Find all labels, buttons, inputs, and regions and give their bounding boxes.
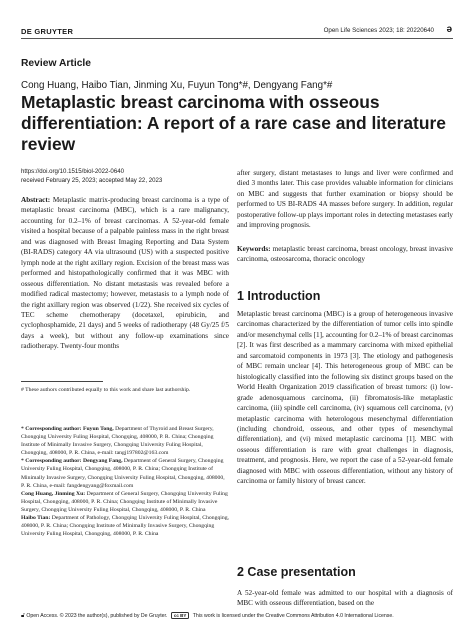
article-title: Metaplastic breast carcinoma with osseous differentiation: A report of a rare case and literature review — [21, 92, 446, 154]
footnote-rule — [21, 381, 103, 382]
abstract-label: Abstract: — [21, 196, 51, 204]
author-list: Cong Huang, Haibo Tian, Jinming Xu, Fuyun Tong*#, Dengyang Fang*# — [21, 80, 333, 91]
header-rule — [21, 38, 453, 39]
open-access-notice: Open Access. © 2023 the author(s), published by De Gruyter. — [26, 612, 168, 619]
introduction-text: Metaplastic breast carcinoma (MBC) is a group of heterogeneous invasive carcinomas characterized by the differentiation of tumor cells into spindle and/or mesenchymal cells [1], accounting for 0.2–1% of breast carcinomas [2]. It was first described as a mammary carcinoma with mixed epithelial and sarcomatoid components in 1973 [3]. The etiology and pathogenesis of MBC remain unclear [4]. This heterogeneous group of MBC can be histologically classified into the following six distinct groups based on the World Health Organization 2019 classification of breast tumors: (i) low-grade adenosquamous carcinoma, (ii) fibromatosis-like metaplastic carcinoma, (iii) spindle cell carcinoma, (iv) squamous cell carcinoma, (v) metaplastic carcinoma with heterologous mesenchymal differentiation (including chondroid, osseous, and other types of mesenchymal differentiation), and (vi) mixed metaplastic carcinoma [1]. MBC with osseous differentiation is rare with great challenges in diagnosis, treatment, and prognosis. Here, we report the case of a 52-year-old female diagnosed with MBC with osseous differentiation, without any history of carcinoma or family history of breast cancer. — [237, 310, 453, 486]
open-access-logo-icon: ə — [446, 24, 452, 35]
corresponding-author-2: * Corresponding author: Dengyang Fang, Department of General Surgery, Chongqing University Fuling Hospital, Chongqing, 408000, P. R. China; Chongqing Institute of Minimally Invasive Surgery, Chongqing University Fuling Hospital, Chongqing, 408000, P. R. China, e-mail: fangdengyang@foxmail.com — [21, 458, 225, 489]
abstract — [21, 195, 229, 352]
corresponding-author-1: * Corresponding author: Fuyun Tong, Department of Thyroid and Breast Surgery, Chongqing University Fuling Hospital, Chongqing, 408000, P. R. China; Chongqing Institute of Minimally Invasive Surgery, Chongqing University Fuling Hospital, Chongqing, 408000, P. R. China, e-mail: tangj197802@163.com — [21, 426, 214, 457]
author-affiliation-huang-xu: Cong Huang, Jinming Xu: Department of General Surgery, Chongqing University Fuling Hospital, Chongqing, 408000, P. R. China; Chongqing Institute of Minimally Invasive Surgery, Chongqing University Fuling Hospital, Chongqing, 408000, P. R. China — [21, 490, 228, 513]
license-text: This work is licensed under the Creative Commons Attribution 4.0 International License. — [192, 612, 394, 619]
open-access-lock-icon: 🔓︎ — [21, 612, 25, 619]
keywords-text: metaplastic breast carcinoma, breast oncology, breast invasive carcinoma, osteosarcoma, thoracic oncology — [237, 245, 453, 264]
journal-info: Open Life Sciences 2023; 18: 20220640 — [323, 27, 434, 34]
author-affiliation-tian: Haibo Tian: Department of Pathology, Chongqing University Fuling Hospital, Chongqing, 408000, P. R. China; Chongqing Institute of Minimally Invasive Surgery, Chongqing University Fuling Hospital, Chongqing, 408000, P. R. China — [21, 515, 229, 538]
keywords — [237, 244, 453, 265]
cc-by-badge-icon[interactable]: cc BY — [171, 612, 190, 619]
license-footer — [21, 612, 461, 620]
footnote-affiliations — [21, 425, 229, 538]
article-meta — [21, 167, 162, 185]
section-heading-case-presentation: 2 Case presentation — [237, 565, 356, 579]
article-type: Review Article — [21, 58, 92, 69]
abstract-text: Metaplastic matrix-producing breast carcinoma is a type of metaplastic breast carcinoma (MBC), which is a rare malignancy, accounting for 0.2–1% of breast carcinomas. A 52-year-old female visited a hospital because of a palpable painless mass in the right breast and was diagnosed with Breast Imaging Reporting and Data System (BI-RADS) category 4A via ultrasound (US) with a suspected positive lymph node at the right axillary region. Excision of the breast mass was performed and histopathologically confirmed that it was MBC with osseous differentiation. No distant metastasis was revealed before a modified radical mastectomy; however, metastasis to a lymph node of the right axillary region was observed (1/22). She received six cycles of TEC scheme chemotherapy (docetaxel, epirubicin, and cyclophosphamide, 21 days) and 5 weeks of radiotherapy (48 Gy/25 f/5 days a week), but without any follow-up examinations since radiotherapy. Twenty-four months — [21, 196, 229, 351]
publisher-name: DE GRUYTER — [21, 27, 74, 36]
doi-link[interactable]: https://doi.org/10.1515/biol-2022-0640 — [21, 168, 124, 175]
abstract-continued: after surgery, distant metastases to lungs and liver were confirmed and died 3 months later. This case provides valuable information for clinicians on MBC and suggests that further examination or biopsy should be performed to US BI-RADS 4A masses before surgery. In addition, regular postoperative follow-up plays important roles in detecting metastases early and improving prognosis. — [237, 169, 453, 230]
footnote-equal-contribution: # These authors contributed equally to this work and share last authorship. — [21, 387, 191, 393]
keywords-label: Keywords: — [237, 245, 271, 253]
received-accepted-dates: received February 25, 2023; accepted May 22, 2023 — [21, 177, 163, 184]
case-presentation-text: A 52-year-old female was admitted to our hospital with a diagnosis of MBC with osseous differentiation, based on the — [237, 589, 453, 608]
section-heading-introduction: 1 Introduction — [237, 289, 321, 303]
